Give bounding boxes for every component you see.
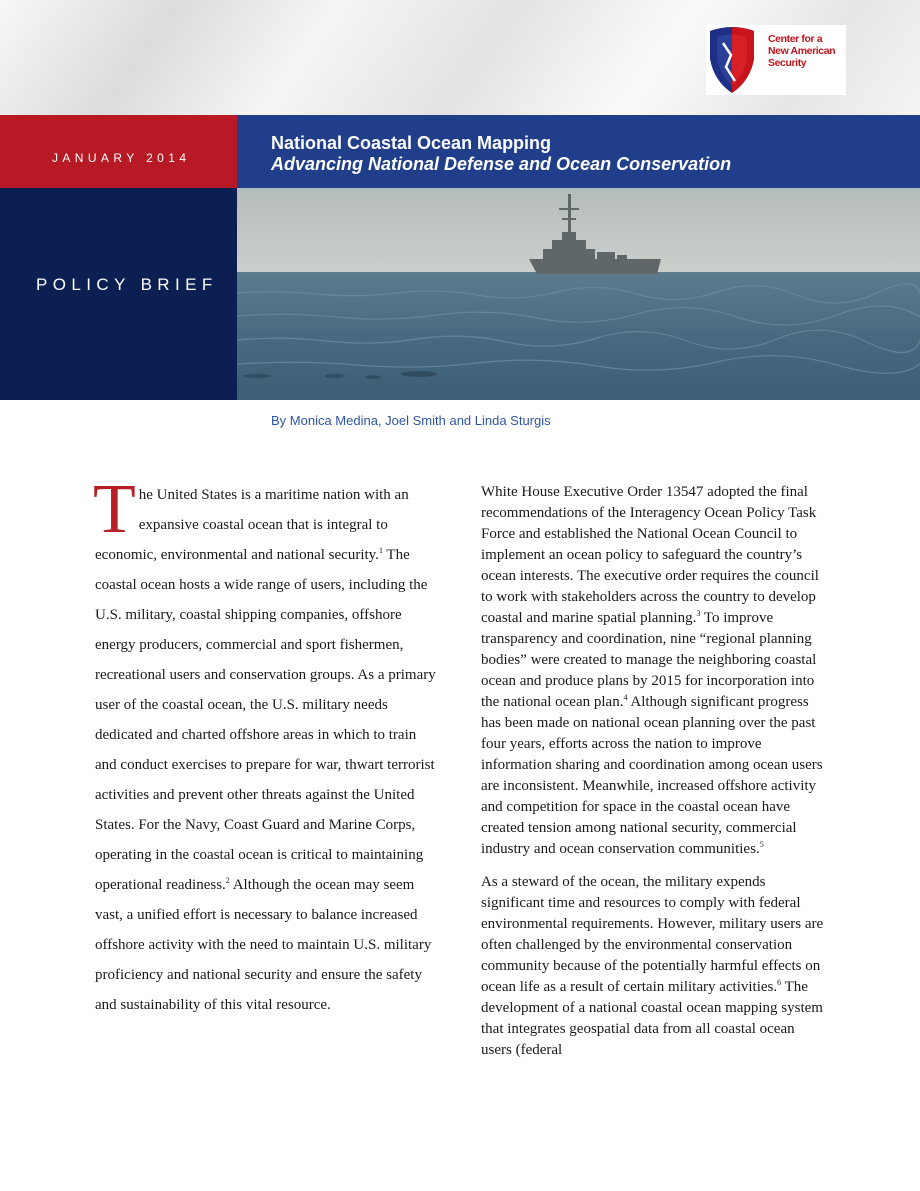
logo-text [768, 33, 835, 69]
footnote-ref[interactable]: 6 [777, 978, 782, 987]
footnote-ref[interactable]: 1 [378, 546, 383, 555]
page-subtitle: Advancing National Defense and Ocean Conservation [271, 154, 732, 174]
text-run: To improve transparency and coordination, nine “regional planning bodies” were created to manage the neighboring coastal ocean and produce plans by 2015 for incorporation into the national ocean plan. [481, 610, 817, 710]
text-run: he United States is a maritime nation with an expansive coastal ocean that is integral to economic, environmental and national security. [95, 487, 409, 563]
page-title: National Coastal Ocean Mapping [271, 133, 552, 153]
logo-line: Security [768, 57, 807, 69]
document-type-label: POLICY BRIEF [36, 275, 218, 294]
body-paragraph [481, 872, 826, 1061]
text-run: White House Executive Order 13547 adopted the final recommendations of the Interagency Ocean Policy Task Force and established the National Ocean Council to implement an ocean policy to safeguard the country’s ocean interests. The executive order requires the council to work with stakeholders across the country to develop coastal and marine spatial planning. [481, 484, 819, 626]
body-column-right [481, 482, 826, 1073]
footnote-ref[interactable]: 4 [623, 693, 628, 702]
text-run: The development of a national coastal ocean mapping system that integrates geospatial data from all coastal ocean users (federal [481, 979, 823, 1058]
logo-line: Center for a [768, 33, 823, 45]
body-paragraph [481, 482, 826, 860]
footnote-ref[interactable]: 3 [696, 609, 701, 618]
footnote-ref[interactable]: 5 [759, 840, 764, 849]
cover-photo [237, 188, 920, 400]
body-column-left [93, 471, 440, 1020]
text-run: The coastal ocean hosts a wide range of users, including the U.S. military, coastal shipping companies, offshore energy producers, commercial and sport fishermen, recreational users and conservation groups. As a primary user of the coastal ocean, the U.S. military needs dedicated and charted offshore areas in which to train and conduct exercises to prepare for war, thwart terrorist activities and prevent other threats against the United States. For the Navy, Coast Guard and Marine Corps, operating in the coastal ocean is critical to maintaining operational readiness. [95, 547, 436, 893]
text-run: Although the ocean may seem vast, a unified effort is necessary to balance increased offshore activity with the need to maintain U.S. military proficiency and national security and ensure the safety and sustainability of this vital resource. [95, 877, 432, 1013]
drop-cap: T [93, 471, 136, 548]
warship-at-sea-image [237, 188, 920, 400]
logo-line: New American [768, 45, 836, 57]
text-run: As a steward of the ocean, the military expends significant time and resources to comply with federal environmental requirements. However, military users are often challenged by the environmental conservation community because of the potentially harmful effects on ocean life as a result of certain military activities. [481, 874, 824, 995]
footnote-ref[interactable]: 2 [225, 876, 230, 885]
publication-date: JANUARY 2014 [52, 151, 191, 165]
cnas-logo[interactable] [706, 25, 846, 95]
text-run: Although significant progress has been made on national ocean planning over the past four years, efforts across the nation to improve information sharing and coordination among ocean users are inconsistent. Meanwhile, increased offshore activity and competition for space in the coastal ocean have created tension among national security, commercial industry and ocean conservation communities. [481, 694, 823, 857]
intro-paragraph [93, 471, 440, 1020]
shield-logo-icon [706, 25, 766, 95]
author-byline: By Monica Medina, Joel Smith and Linda Sturgis [271, 413, 551, 428]
